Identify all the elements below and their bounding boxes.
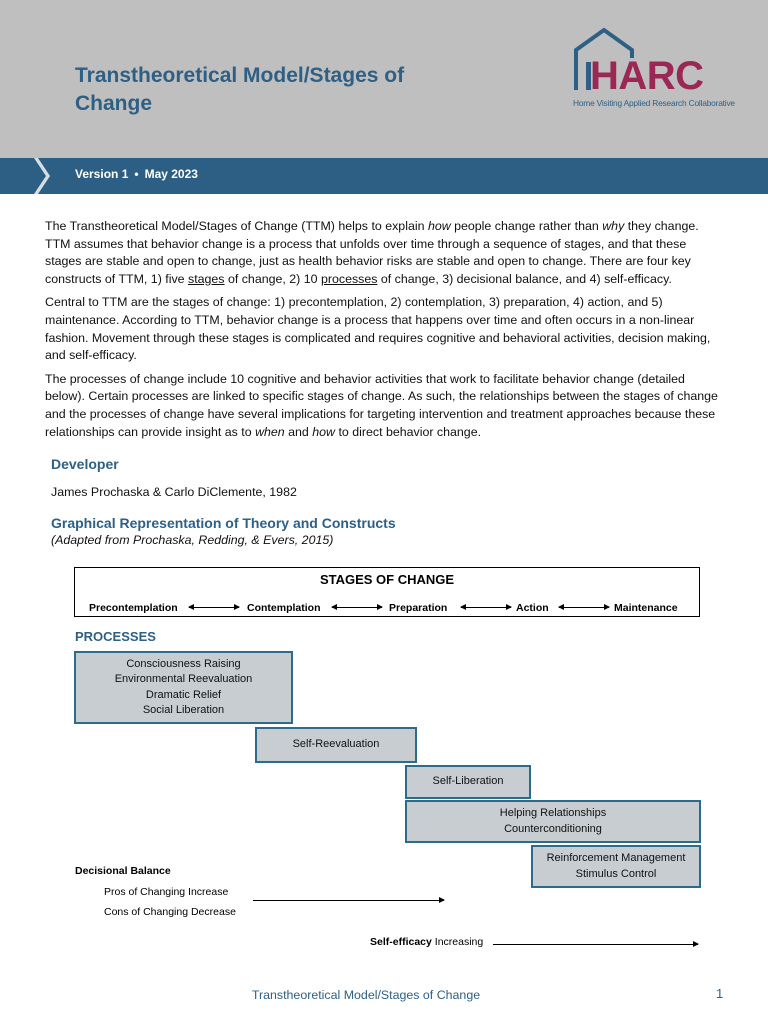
process-box-preparation xyxy=(405,765,531,799)
process-item: Reinforcement Management xyxy=(546,852,686,864)
process-item: Dramatic Relief xyxy=(145,688,222,701)
logo-subtitle: Home Visiting Applied Research Collaborative xyxy=(573,98,735,108)
double-arrow-icon xyxy=(332,607,382,608)
graphic-heading: Graphical Representation of Theory and Constructs xyxy=(51,515,396,531)
title-line-2: Change xyxy=(75,92,153,115)
double-arrow-icon xyxy=(559,607,609,608)
self-efficacy-label: Self-efficacy Increasing xyxy=(370,936,484,948)
harc-logo xyxy=(572,28,742,116)
developer-heading: Developer xyxy=(51,456,119,472)
page-number: 1 xyxy=(716,986,724,1001)
version-date: May 2023 xyxy=(144,167,198,181)
processes-label: PROCESSES xyxy=(75,629,156,644)
version-info xyxy=(75,167,198,181)
intro-text xyxy=(45,218,725,447)
stages-of-change-box xyxy=(74,567,700,617)
decisional-balance-arrow-icon xyxy=(253,900,444,901)
decisional-balance-label: Decisional Balance xyxy=(75,865,171,877)
version-label: Version 1 xyxy=(75,167,129,181)
cons-label: Cons of Changing Decrease xyxy=(104,906,236,918)
version-banner xyxy=(0,158,768,194)
title-line-1: Transtheoretical Model/Stages of xyxy=(75,64,405,87)
footer-title: Transtheoretical Model/Stages of Change xyxy=(251,988,481,1002)
process-item: Stimulus Control xyxy=(575,867,657,880)
stage-action: Action xyxy=(516,602,549,614)
process-item: Consciousness Raising xyxy=(126,657,241,670)
paragraph-1: The Transtheoretical Model/Stages of Change (TTM) helps to explain how people change rather than why they change. TTM assumes that behavior change is a process that unfolds over time through a sequence of stages, and that these stages are stable and open to change, just as health behavior risks are stable and open to change. There are four key constructs of TTM, 1) five stages of change, 2) 10 processes of change, 3) decisional balance, and 4) self-efficacy. xyxy=(45,219,699,286)
page-title xyxy=(75,62,495,118)
process-item: Environmental Reevaluation xyxy=(114,673,253,685)
stage-maintenance: Maintenance xyxy=(614,602,678,614)
process-item: Self-Reevaluation xyxy=(292,738,380,751)
pros-label: Pros of Changing Increase xyxy=(104,886,229,898)
process-item: Helping Relationships xyxy=(499,807,607,819)
logo-text: HARC xyxy=(590,54,704,98)
stages-title: STAGES OF CHANGE xyxy=(319,572,455,587)
process-item: Self-Liberation xyxy=(432,775,504,788)
process-box-contemplation xyxy=(255,727,417,763)
self-efficacy-arrow-icon xyxy=(493,944,698,945)
header xyxy=(0,0,768,158)
double-arrow-icon xyxy=(461,607,511,608)
double-arrow-icon xyxy=(189,607,239,608)
process-box-maintenance xyxy=(531,845,701,888)
developer-names: James Prochaska & Carlo DiClemente, 1982 xyxy=(51,485,297,499)
process-item: Social Liberation xyxy=(142,704,225,716)
stage-precontemplation: Precontemplation xyxy=(89,602,178,614)
graphic-subheading: (Adapted from Prochaska, Redding, & Evers, 2015) xyxy=(51,533,334,547)
paragraph-3: The processes of change include 10 cognitive and behavior activities that work to facilitate behavior change (detailed below). Certain processes are linked to specific stages of change. As such, the relationships between the stages of change and the processes of change have several implications for targeting intervention and treatment approaches because these relationships can provide insight as to when and how to direct behavior change. xyxy=(45,371,718,439)
paragraph-2: Central to TTM are the stages of change: 1) precontemplation, 2) contemplation, 3) preparation, 4) action, and 5) maintenance. According to TTM, behavior change is a process that happens over time and often occurs in a non-linear fashion. Movement through these stages is complicated and requires cognitive and behavioral activities, decision making, and self-efficacy. xyxy=(45,295,711,363)
stage-preparation: Preparation xyxy=(389,602,448,614)
bullet-separator: • xyxy=(134,167,139,181)
chevron-decoration xyxy=(0,158,60,194)
process-item: Counterconditioning xyxy=(504,822,602,835)
process-box-action xyxy=(405,800,701,843)
process-box-precontemplation xyxy=(74,651,293,724)
stage-contemplation: Contemplation xyxy=(247,602,321,614)
